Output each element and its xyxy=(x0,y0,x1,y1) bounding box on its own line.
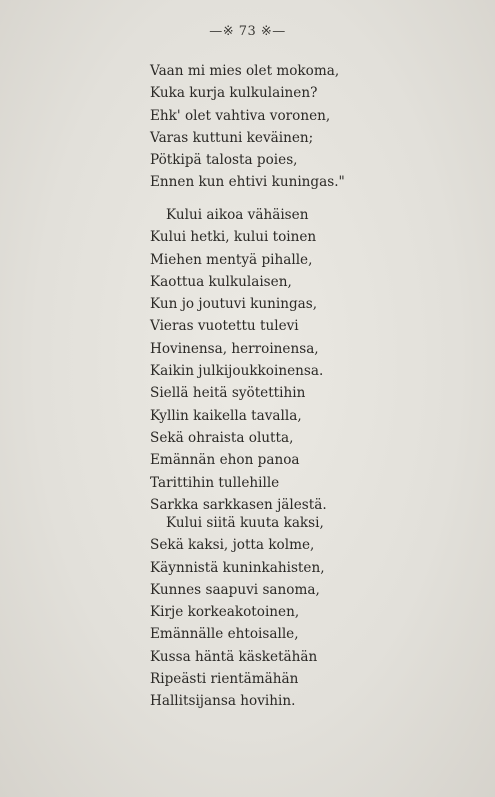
poem-line: Kaottua kulkulaisen, xyxy=(150,273,292,290)
poem-line: Kussa häntä käsketähän xyxy=(150,648,318,665)
poem-line: Kirje korkeakotoinen, xyxy=(150,604,300,621)
poem-line: Kun jo joutuvi kuningas, xyxy=(150,296,318,313)
poem-line: Ehk' olet vahtiva voronen, xyxy=(150,107,331,124)
poem-line: Kului hetki, kului toinen xyxy=(150,229,317,246)
poem-line: Pötkipä talosta poies, xyxy=(150,152,298,169)
poem-line: Vaan mi mies olet mokoma, xyxy=(150,63,340,79)
poem-line: Käynnistä kuninkahisten, xyxy=(150,559,325,576)
poem-line: Vieras vuotettu tulevi xyxy=(150,318,299,335)
poem-stanza-1 xyxy=(150,60,345,194)
poem-line: Ennen kun ehtivi kuningas." xyxy=(150,174,345,191)
poem-line: Ripeästi rientämähän xyxy=(150,671,299,688)
poem-stanza-3 xyxy=(150,512,325,713)
poem-line: Miehen mentyä pihalle, xyxy=(150,251,313,268)
poem-line: Sekä kaksi, jotta kolme, xyxy=(150,537,315,554)
poem-stanza-2 xyxy=(150,204,327,516)
poem-line: Hovinensa, herroinensa, xyxy=(150,340,319,357)
poem-line: Varas kuttuni keväinen; xyxy=(150,129,314,146)
poem-line: Sekä ohraista olutta, xyxy=(150,429,294,446)
poem-line: Sarkka sarkkasen jälestä. xyxy=(150,496,327,513)
poem-line: Emännän ehon panoa xyxy=(150,452,300,469)
poem-line: Tarittihin tullehille xyxy=(150,474,280,491)
page-number-header: —※ 73 ※— xyxy=(209,24,286,39)
poem-line: Hallitsijansa hovihin. xyxy=(150,693,296,710)
poem-line: Kului siitä kuuta kaksi, xyxy=(166,515,324,531)
poem-line: Kunnes saapuvi sanoma, xyxy=(150,581,320,598)
poem-line: Kului aikoa vähäisen xyxy=(166,207,309,223)
poem-line: Siellä heitä syötettihin xyxy=(150,385,306,402)
poem-line: Emännälle ehtoisalle, xyxy=(150,626,299,643)
poem-line: Kaikin julkijoukkoinensa. xyxy=(150,363,324,380)
poem-line: Kuka kurja kulkulainen? xyxy=(150,85,318,102)
poem-line: Kyllin kaikella tavalla, xyxy=(150,407,302,424)
